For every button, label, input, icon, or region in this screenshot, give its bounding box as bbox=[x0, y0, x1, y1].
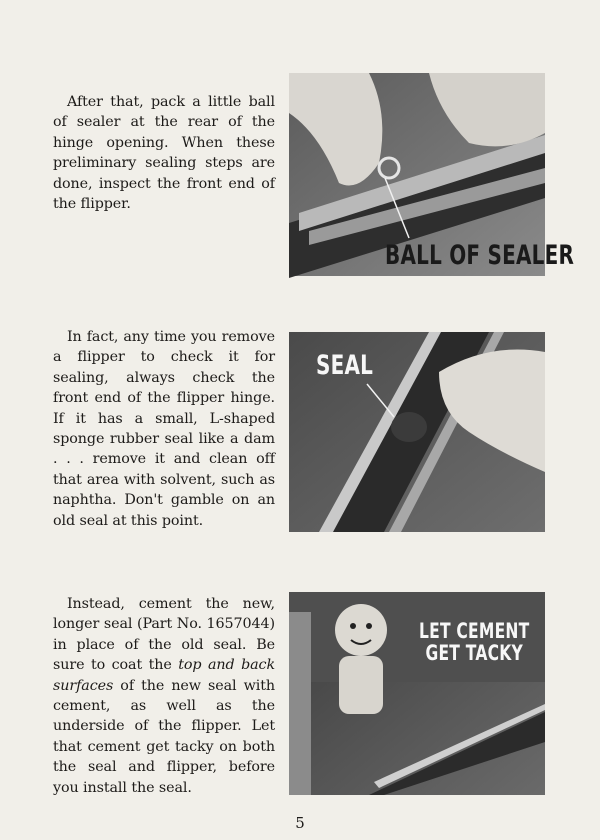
paragraph-ball-of-sealer: After that, pack a little ball of sealer at the rear of the hinge opening. When these preliminary sealing steps are done, inspect the front end of the flipper. bbox=[53, 94, 275, 213]
paragraph-seal: In fact, any time you remove a flipper to check it for sealing, always check the front end of the flipper hinge. If it has a small, L-shaped sponge rubber seal like a dam . . . remove it and clean off that area with solvent, such as naphtha. Don't gamble on an old seal at this point. bbox=[53, 329, 275, 529]
paragraph-cement-part-2: of the new seal with cement, as well as the underside of the flipper. Let that cement get tacky on both the seal and flipper, before you install the seal. bbox=[53, 677, 275, 796]
page-number: 5 bbox=[295, 814, 305, 832]
caption-let-cement-get-tacky bbox=[419, 620, 529, 664]
paragraph-cement-part-1: Instead, cement the new, longer seal (Part No. 1657044) in place of the old seal. Be sure to coat the bbox=[53, 596, 275, 674]
photo-let-cement-get-tacky bbox=[289, 592, 545, 795]
caption-line-1: LET CEMENT bbox=[419, 619, 530, 643]
caption-seal: SEAL bbox=[316, 350, 374, 381]
paragraph-cement bbox=[53, 594, 275, 798]
photo-seal bbox=[289, 332, 545, 532]
caption-ball-of-sealer: BALL OF SEALER bbox=[385, 240, 575, 271]
photo-ball-of-sealer bbox=[289, 73, 575, 276]
paragraph-cement-emphasis: top and back surfaces bbox=[53, 657, 276, 694]
caption-line-2: GET TACKY bbox=[425, 641, 523, 665]
